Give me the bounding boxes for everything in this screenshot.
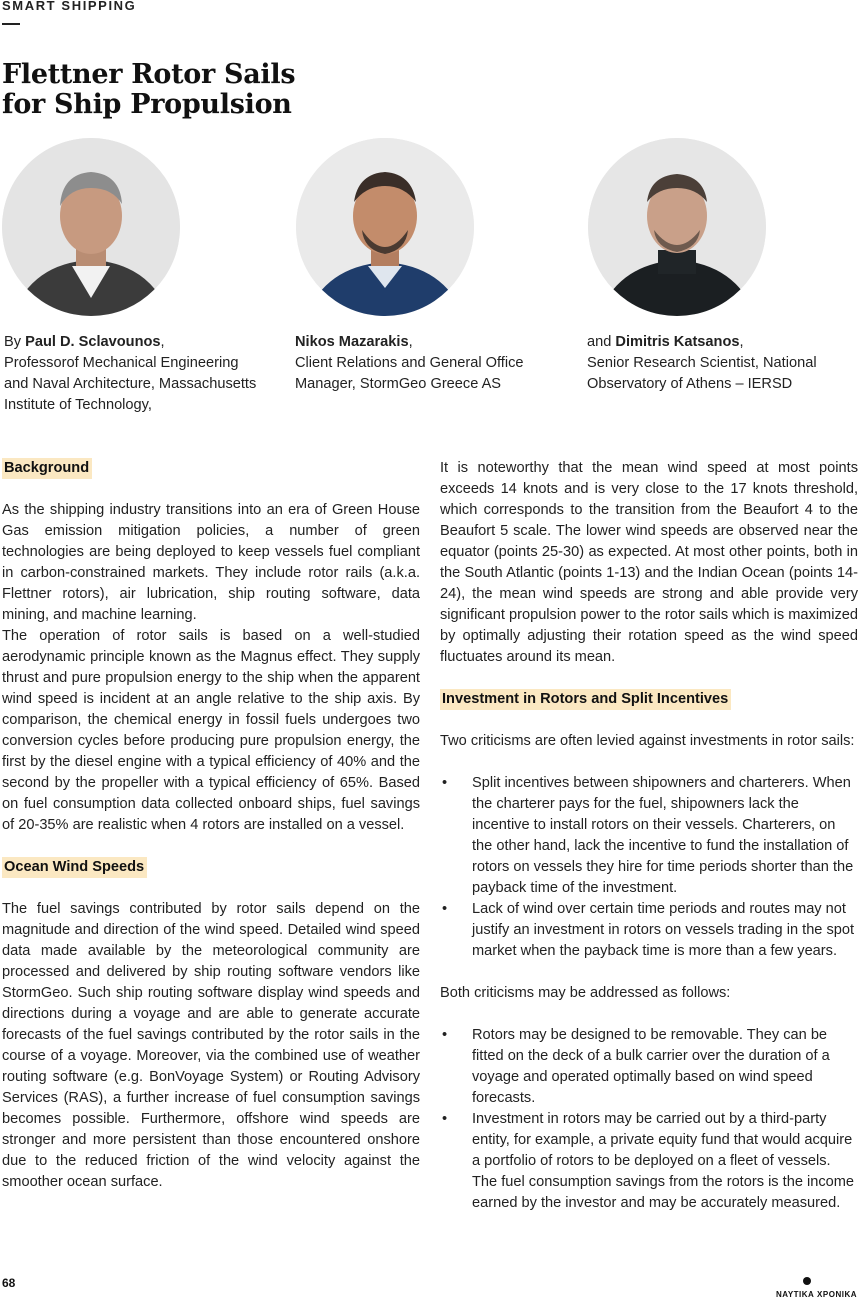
title-line-1: Flettner Rotor Sails — [2, 59, 296, 90]
responses-list — [440, 1025, 858, 1214]
author-photo-katsanos — [588, 138, 766, 316]
paragraph: It is noteworthy that the mean wind speed at most points exceeds 14 knots and is very close to the 17 knots threshold, which corresponds to the transition from the Beaufort 4 to the Beaufort 5 scale. The lower wind speeds are observed near the equator (points 25-30) as expected. At most other points, both in the South Atlantic (points 1-13) and the Indian Ocean (points 14-24), the mean wind speeds are strong and able provide very significant propulsion power to the rotor sails which is maximized by optimally adjusting their rotation speed as the wind speed fluctuates around its mean. — [440, 460, 858, 665]
section-heading-investment: Investment in Rotors and Split Incentives — [440, 689, 731, 710]
list-item: • Rotors may be designed to be removable. They can be fitted on the deck of a bulk carrier over the duration of a voyage and operated optimally based on wind speed forecasts. — [440, 1025, 858, 1109]
section-heading-background: Background — [2, 458, 92, 479]
logo-text: ΝΑΥΤΙΚΑ ΧΡΟΝΙΚΑ — [776, 1290, 857, 1299]
paragraph: The operation of rotor sails is based on a well-studied aerodynamic principle known as the Magnus effect. They supply thrust and pure propulsion energy to the ship when the apparent wind speed is incident at an angle relative to the ship axis. By comparison, the chemical energy in fossil fuels undergoes two conversion cycles before producing pure propulsion energy, the first by the diesel engine with a typical efficiency of 40% and the second by the propeller with a typical efficiency of 65%. Based on fuel consumption data collected onboard ships, fuel savings of 20-35% are realistic when 4 rotors are installed on a vessel. — [2, 628, 420, 833]
list-item: • Investment in rotors may be carried out by a third-party entity, for example, a private equity fund that would acquire a portfolio of rotors to be deployed on a fleet of vessels. The fuel consumption savings from the rotors is the income earned by the investor and may be accurately measured. — [440, 1109, 858, 1214]
article-title — [2, 60, 295, 120]
author-credit-3: and Dimitris Katsanos, Senior Research Scientist, National Observatory of Athens – IERSD — [587, 332, 855, 395]
left-column — [2, 458, 420, 1193]
author-affiliation: Client Relations and General Office — [295, 355, 524, 371]
author-affiliation: Professorof Mechanical Engineering — [4, 355, 239, 371]
paragraph: As the shipping industry transitions into an era of Green House Gas emission mitigation policies, a number of green technologies are being deployed to keep vessels fuel compliant in carbon-constrained markets. They include rotor rails (a.k.a. Flettner rotors), air lubrication, ship routing software, data mining, and machine learning. — [2, 502, 420, 623]
author-name: Paul D. Sclavounos — [25, 334, 161, 350]
author-credit-2: Nikos Mazarakis, Client Relations and General Office Manager, StormGeo Greece AS — [295, 332, 575, 395]
author-affiliation: and Naval Architecture, Massachusetts — [4, 376, 257, 392]
paragraph: Both criticisms may be addressed as follows: — [440, 985, 731, 1001]
right-column — [440, 458, 858, 1214]
section-divider — [2, 23, 20, 25]
list-item: • Split incentives between shipowners and charterers. When the charterer pays for the fuel, shipowners lack the incentive to install rotors on their vessels. Charterers, on the other hand, lack the incentive to fund the installation of rotors on vessels they hire for time periods shorter than the payback time of the investment. — [440, 773, 858, 899]
author-photo-sclavounos — [2, 138, 180, 316]
author-credit-1: By Paul D. Sclavounos, Professorof Mechanical Engineering and Naval Architecture, Massachusetts Institute of Technology, — [4, 332, 284, 416]
section-heading-wind: Ocean Wind Speeds — [2, 857, 147, 878]
author-name: Nikos Mazarakis — [295, 334, 409, 350]
author-name: Dimitris Katsanos — [615, 334, 740, 350]
author-affiliation: Senior Research Scientist, National — [587, 355, 817, 371]
title-line-2: for Ship Propulsion — [2, 89, 292, 120]
author-affiliation: Institute of Technology, — [4, 397, 152, 413]
paragraph: The fuel savings contributed by rotor sails depend on the magnitude and direction of the wind speed. Detailed wind speed data made available by the meteorological community are processed and delivered by ship routing software vendors like StormGeo. Such ship routing software display wind speeds and directions during a voyage and are able to generate accurate forecasts of the fuel savings contributed by the rotor sails in the course of a voyage. Moreover, via the combined use of weather routing software (e.g. BonVoyage System) or Routing Advisory Services (RAS), a further increase of fuel consumption savings becomes possible. Furthermore, offshore wind speeds are stronger and more persistent than those encountered onshore due to the reduced friction of the wind velocity against the smoother ocean surface. — [2, 901, 420, 1190]
section-label: SMART SHIPPING — [2, 0, 137, 13]
author-affiliation: Observatory of Athens – IERSD — [587, 376, 793, 392]
author-photo-mazarakis — [296, 138, 474, 316]
publication-logo — [776, 1272, 857, 1299]
logo-mark-icon — [803, 1277, 811, 1285]
page-number: 68 — [2, 1276, 16, 1290]
list-item: • Lack of wind over certain time periods and routes may not justify an investment in rotors on vessels trading in the spot market when the payback time is more than a few years. — [440, 899, 858, 962]
paragraph: Two criticisms are often levied against investments in rotor sails: — [440, 733, 855, 749]
author-affiliation: Manager, StormGeo Greece AS — [295, 376, 502, 392]
criticisms-list — [440, 773, 858, 962]
